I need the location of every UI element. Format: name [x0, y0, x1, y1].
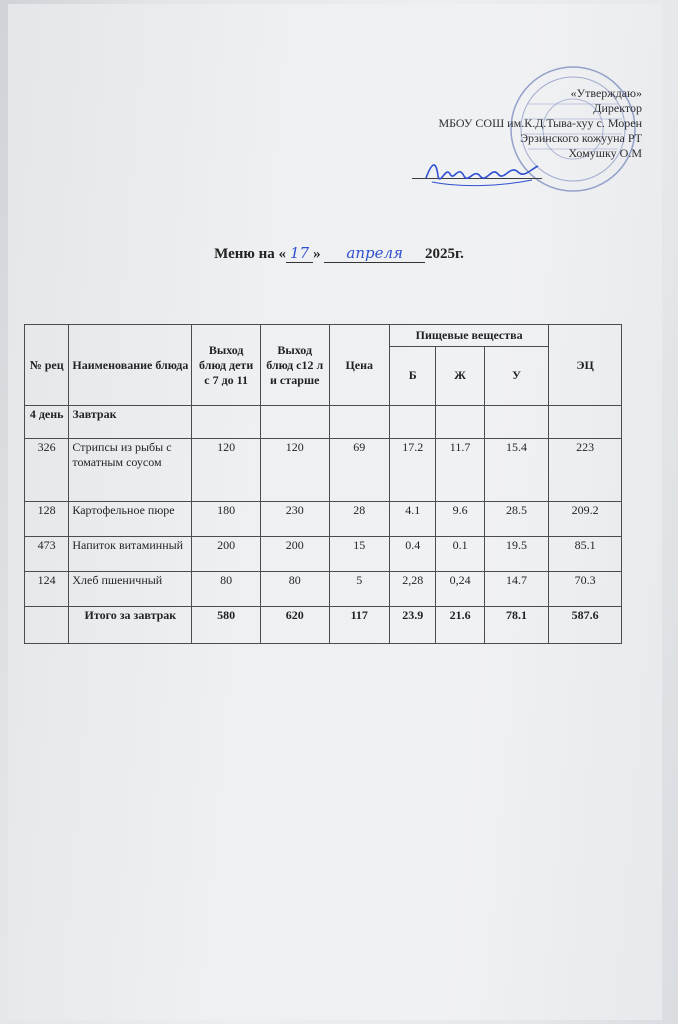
header-row	[25, 325, 622, 347]
cell-b: 4.1	[390, 502, 436, 537]
approval-line: МБОУ СОШ им.К.Д.Тыва-хуу с. Морен	[438, 116, 642, 130]
cell-older: 230	[260, 502, 329, 537]
page-title	[0, 244, 678, 263]
header-name: Наименование блюда	[69, 325, 192, 406]
header-out-older: Выход блюд с12 л и старше	[260, 325, 329, 406]
header-num: № рец	[25, 325, 69, 406]
cell-zh: 0.1	[436, 537, 484, 572]
total-row	[25, 607, 622, 644]
cell-kids: 80	[192, 572, 261, 607]
cell-num: 473	[25, 537, 69, 572]
approval-line: Хомушку О.М	[568, 146, 642, 160]
cell-u: 15.4	[484, 439, 549, 502]
total-u: 78.1	[484, 607, 549, 644]
cell-name: Хлеб пшеничный	[69, 572, 192, 607]
cell-kids: 200	[192, 537, 261, 572]
title-month: апреля	[324, 244, 425, 263]
approval-block	[362, 86, 642, 161]
table-row	[25, 502, 622, 537]
cell-kids: 120	[192, 439, 261, 502]
cell-num: 124	[25, 572, 69, 607]
header-ec: ЭЦ	[549, 325, 622, 406]
cell-u: 19.5	[484, 537, 549, 572]
section-meal: Завтрак	[69, 406, 192, 439]
total-zh: 21.6	[436, 607, 484, 644]
handwritten-signature-icon	[422, 152, 542, 192]
header-nutrients: Пищевые вещества	[390, 325, 549, 347]
title-prefix: Меню на «	[214, 246, 287, 262]
cell-ec: 223	[549, 439, 622, 502]
section-day: 4 день	[25, 406, 69, 439]
cell-kids: 180	[192, 502, 261, 537]
total-older: 620	[260, 607, 329, 644]
table-row	[25, 439, 622, 502]
cell-num: 326	[25, 439, 69, 502]
cell-price: 69	[329, 439, 390, 502]
cell-zh: 9.6	[436, 502, 484, 537]
header-u: У	[484, 346, 549, 405]
approval-line: Директор	[593, 101, 642, 115]
header-b: Б	[390, 346, 436, 405]
cell-num: 128	[25, 502, 69, 537]
approval-line: «Утверждаю»	[570, 86, 642, 100]
cell-zh: 11.7	[436, 439, 484, 502]
table-row	[25, 572, 622, 607]
section-row	[25, 406, 622, 439]
title-suffix: 2025г.	[424, 246, 464, 262]
cell-ec: 70.3	[549, 572, 622, 607]
menu-table	[24, 324, 622, 644]
cell-ec: 85.1	[549, 537, 622, 572]
total-label: Итого за завтрак	[69, 607, 192, 644]
cell-price: 5	[329, 572, 390, 607]
cell-name: Картофельное пюре	[69, 502, 192, 537]
header-out-kids: Выход блюд дети с 7 до 11	[192, 325, 261, 406]
cell-b: 17.2	[390, 439, 436, 502]
approval-line: Эрзинского кожууна РТ	[520, 131, 642, 145]
cell-ec: 209.2	[549, 502, 622, 537]
title-day: 17	[286, 244, 313, 263]
cell-older: 120	[260, 439, 329, 502]
cell-u: 28.5	[484, 502, 549, 537]
table-row	[25, 537, 622, 572]
cell-b: 2,28	[390, 572, 436, 607]
cell-u: 14.7	[484, 572, 549, 607]
cell-name: Стрипсы из рыбы с томатным соусом	[69, 439, 192, 502]
header-price: Цена	[329, 325, 390, 406]
header-zh: Ж	[436, 346, 484, 405]
total-b: 23.9	[390, 607, 436, 644]
total-price: 117	[329, 607, 390, 644]
cell-name: Напиток витаминный	[69, 537, 192, 572]
cell-zh: 0,24	[436, 572, 484, 607]
cell-price: 15	[329, 537, 390, 572]
total-ec: 587.6	[549, 607, 622, 644]
cell-older: 80	[260, 572, 329, 607]
title-mid: »	[313, 246, 321, 262]
cell-b: 0.4	[390, 537, 436, 572]
cell-price: 28	[329, 502, 390, 537]
total-kids: 580	[192, 607, 261, 644]
cell-older: 200	[260, 537, 329, 572]
